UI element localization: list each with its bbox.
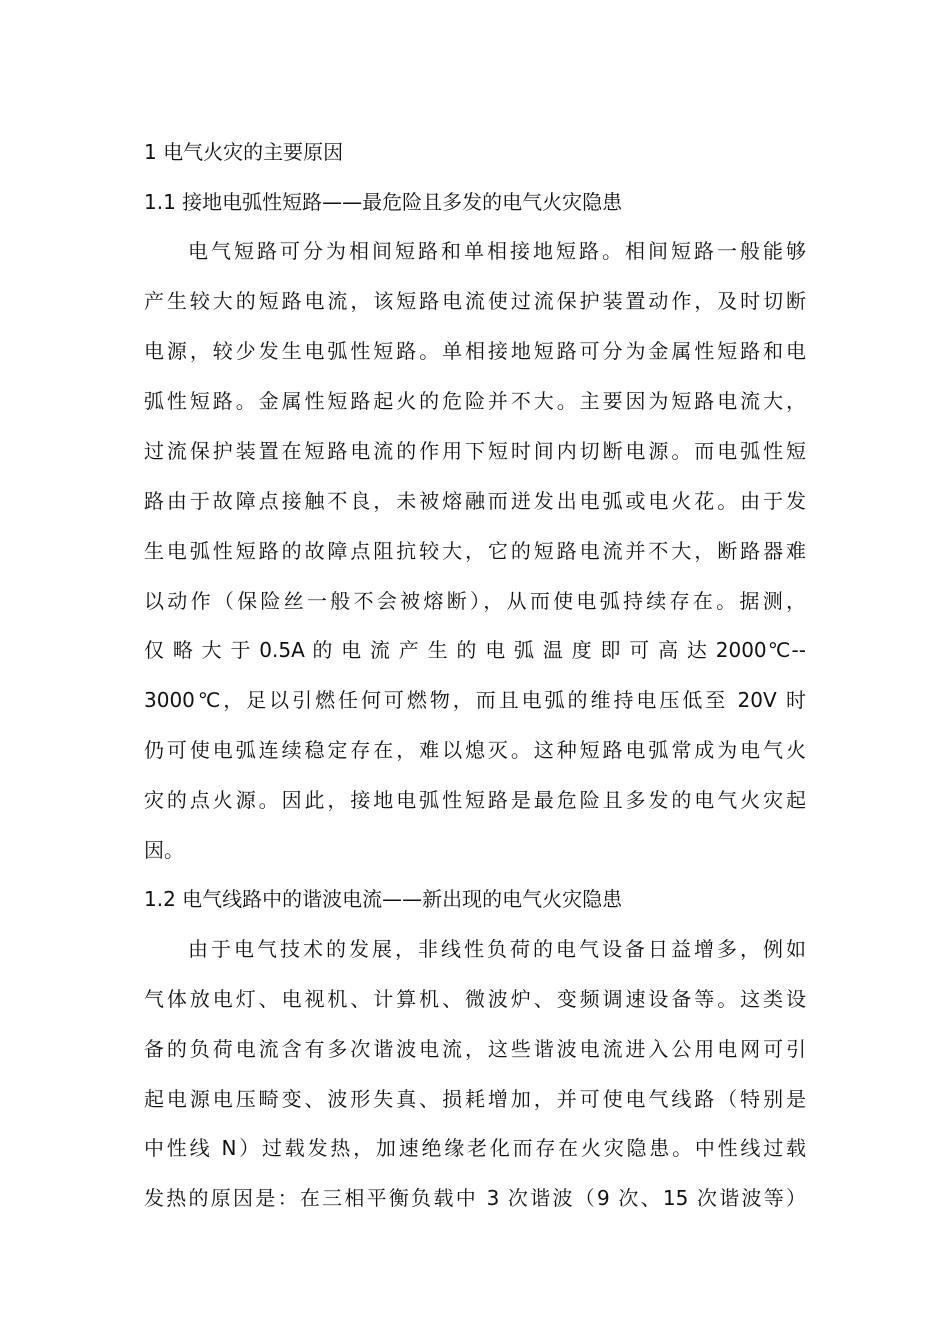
paragraph-line: 仍可使电弧连续稳定存在，难以熄灭。这种短路电弧常成为电气火 <box>144 738 806 762</box>
paragraph-line: 中性线 N）过载发热，加速绝缘老化而存在火灾隐患。中性线过载 <box>144 1136 806 1160</box>
paragraph-line: 产生较大的短路电流，该短路电流使过流保护装置动作，及时切断 <box>144 289 806 313</box>
paragraph-line: 生电弧性短路的故障点阻抗较大，它的短路电流并不大，断路器难 <box>144 539 806 563</box>
paragraph-line: 仅 略 大 于 0.5A 的 电 流 产 生 的 电 弧 温 度 即 可 高 达 2000℃-- <box>144 638 806 662</box>
paragraph-line: 电气短路可分为相间短路和单相接地短路。相间短路一般能够 <box>188 239 806 263</box>
paragraph-line: 以动作（保险丝一般不会被熔断），从而使电弧持续存在。据测， <box>144 589 806 613</box>
paragraph-line: 电源，较少发生电弧性短路。单相接地短路可分为金属性短路和电 <box>144 339 806 363</box>
paragraph-line: 弧性短路。金属性短路起火的危险并不大。主要因为短路电流大， <box>144 389 806 413</box>
paragraph-line: 灾的点火源。因此，接地电弧性短路是最危险且多发的电气火灾起 <box>144 788 806 812</box>
section-heading-1-2: 1.2 电气线路中的谐波电流——新出现的电气火灾隐患 <box>144 887 623 911</box>
paragraph-line: 由于电气技术的发展，非线性负荷的电气设备日益增多，例如 <box>188 937 806 961</box>
paragraph-line: 过流保护装置在短路电流的作用下短时间内切断电源。而电弧性短 <box>144 439 806 463</box>
main-heading: 1 电气火灾的主要原因 <box>144 140 344 164</box>
paragraph-line: 路由于故障点接触不良，未被熔融而迸发出电弧或电火花。由于发 <box>144 489 806 513</box>
paragraph-line: 起电源电压畸变、波形失真、损耗增加，并可使电气线路（特别是 <box>144 1087 806 1111</box>
section-heading-1-1: 1.1 接地电弧性短路——最危险且多发的电气火灾隐患 <box>144 190 623 214</box>
paragraph-line: 发热的原因是：在三相平衡负载中 3 次谐波（9 次、15 次谐波等） <box>144 1186 806 1210</box>
paragraph-line: 备的负荷电流含有多次谐波电流，这些谐波电流进入公用电网可引 <box>144 1037 806 1061</box>
paragraph-line: 气体放电灯、电视机、计算机、微波炉、变频调速设备等。这类设 <box>144 987 806 1011</box>
paragraph-line: 3000℃，足以引燃任何可燃物，而且电弧的维持电压低至 20V 时 <box>144 688 806 712</box>
paragraph-line: 因。 <box>144 838 184 862</box>
